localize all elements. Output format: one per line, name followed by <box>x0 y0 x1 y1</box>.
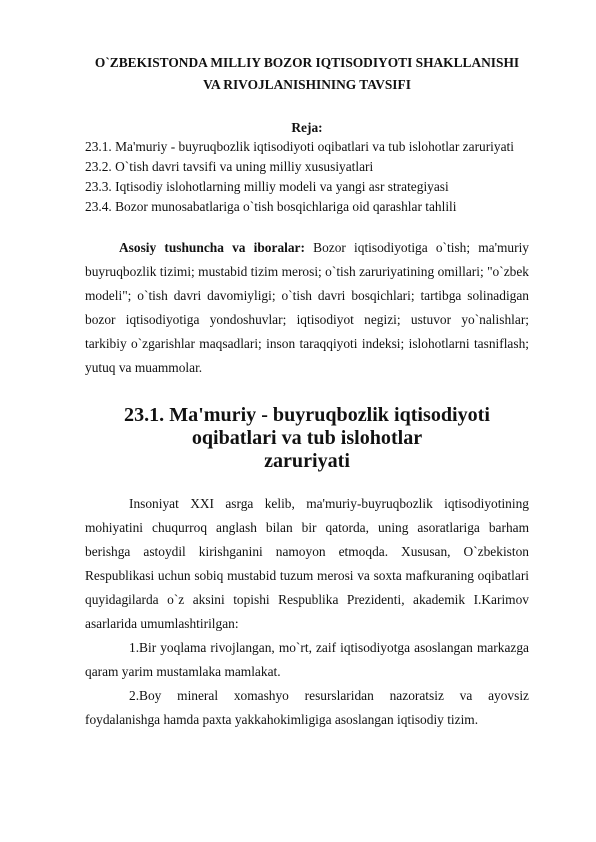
document-page <box>85 52 529 732</box>
keywords-text: Bozor iqtisodiyotiga o`tish; ma'muriy buyruqbozlik tizimi; mustabid tizim merosi; o`tish zaruriyatining omillari; "o`zbek modeli"; o`tish davri davomiyligi; o`tish davri bosqichlari; tartibga solinadigan bozor iqtisodiyotiga yondoshuvlar; iqtisodiyot negizi; ustuvor yo`nalishlar; tarkibiy o`zgarishlar maqsadlari; inson taraqqiyoti indeksi; islohotlarni tasniflash; yutuq va muammolar. <box>85 240 529 375</box>
list-paragraph-2: 2.Boy mineral xomashyo resurslaridan nazoratsiz va ayovsiz foydalanishga hamda paxta yakkahokimligiga asoslangan iqtisodiy tizim. <box>85 688 529 727</box>
plan-item-2: 23.2. O`tish davri tavsifi va uning milliy xususiyatlari <box>85 159 374 174</box>
plan-item-3: 23.3. Iqtisodiy islohotlarning milliy modeli va yangi asr strategiyasi <box>85 179 449 194</box>
document-title-line-2: VA RIVOJLANISHINING TAVSIFI <box>203 77 411 92</box>
section-heading-line-2: zaruriyati <box>264 450 350 472</box>
plan-heading: Reja: <box>291 120 323 135</box>
keywords-label: Asosiy tushuncha va iboralar: <box>119 240 305 255</box>
document-title-line-1: O`ZBEKISTONDA MILLIY BOZOR IQTISODIYOTI SHAKLLANISHI <box>94 55 520 70</box>
plan-list <box>85 137 529 217</box>
plan-item-4: 23.4. Bozor munosabatlariga o`tish bosqichlariga oid qarashlar tahlili <box>85 199 457 214</box>
list-paragraph-1: 1.Bir yoqlama rivojlangan, mo`rt, zaif iqtisodiyotga asoslangan markazga qaram yarim mustamlaka mamlakat. <box>85 640 529 679</box>
document-title <box>85 52 529 96</box>
intro-paragraph: Insoniyat XXI asrga kelib, ma'muriy-buyruqbozlik iqtisodiyotining mohiyatini chuqurroq anglash bilan bir qatorda, uning asoratlariga barham berishga astoydil kirishganini namoyon etmoqda. Xususan, O`zbekiston Respublikasi uchun sobiq mustabid tuzum merosi va soxta mafkuraning oqibatlari quyidagilarda o`z aksini topishi Respublika Prezidenti, akademik I.Karimov asarlarida umumlashtirilgan: <box>85 496 529 631</box>
section-heading-line-1: 23.1. Ma'muriy - buyruqbozlik iqtisodiyoti oqibatlari va tub islohotlar <box>124 404 490 449</box>
keywords-paragraph <box>85 236 529 380</box>
plan-item-1: 23.1. Ma'muriy - buyruqbozlik iqtisodiyoti oqibatlari va tub islohotlar zaruriyati <box>85 139 514 154</box>
section-heading <box>85 404 529 473</box>
